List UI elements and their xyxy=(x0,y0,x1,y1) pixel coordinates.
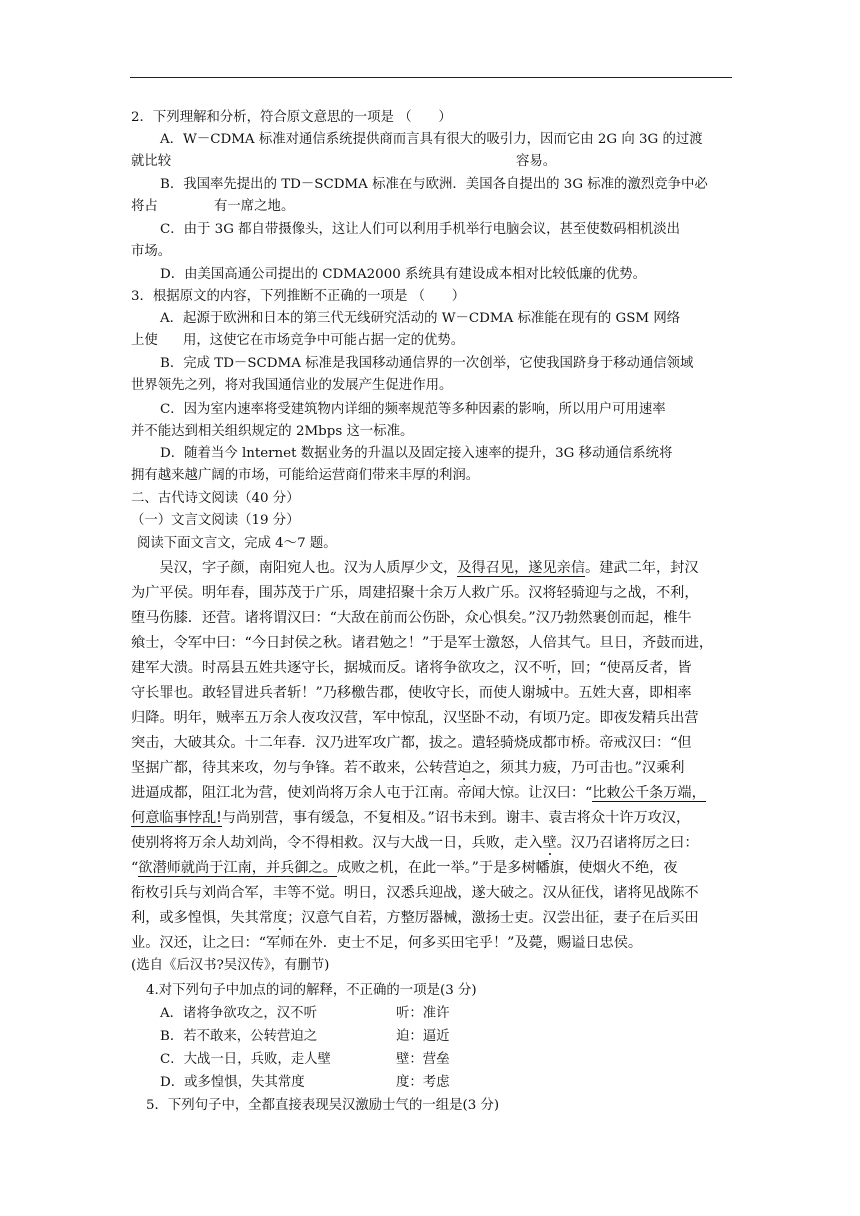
q3-option-d-line1: D．随着当今 lnternet 数据业务的升温以及固定接入速率的提升，3G 移动通信系统将 xyxy=(160,446,673,461)
passage-line-7: 归降。明年，贼率五万余人夜攻汉营，军中惊乱，汉坚卧不动，有顷乃定。即夜发精兵出营 xyxy=(131,710,699,726)
passage-line-14: 衔枚引兵与刘尚合军，丰等不觉。明日，汉悉兵迎战，遂大破之。汉从征伐，诸将见战陈不 xyxy=(131,885,699,901)
q4-option-c-explain: 壁：营垒 xyxy=(396,1052,450,1067)
q2-option-c-line2: 市场。 xyxy=(131,244,172,259)
q4-option-a: A．诸将争欲攻之，汉不听 xyxy=(160,1006,317,1021)
emphasis-dot-po: 迫 xyxy=(457,760,472,776)
q4-option-a-explain: 听：准许 xyxy=(396,1006,450,1021)
section-title: 二、古代诗文阅读（40 分） xyxy=(131,491,300,506)
passage-line-10: 进逼成都，阻江北为营，使刘尚将万余人屯于江南。帝闻大惊。让汉曰：“比敕公千条万端， xyxy=(131,785,706,801)
q2-option-a-line2b: 容易。 xyxy=(516,154,557,169)
passage-source: (选自《后汉书?吴汉传》，有删节) xyxy=(131,958,330,973)
underlined-sentence-1: 及得召见，遂见亲信 xyxy=(457,560,586,576)
q4-option-c: C．大战一日，兵败，走人壁 xyxy=(160,1052,331,1067)
q2-option-a-line2a: 就比较 xyxy=(131,154,172,169)
q3-option-c-line1: C．因为室内速率将受建筑物内详细的频率规范等多种因素的影响，所以用户可用速率 xyxy=(160,402,666,417)
instruction: 阅读下面文言文，完成 4～7 题。 xyxy=(137,536,337,551)
q4-option-b-explain: 迫：逼近 xyxy=(396,1029,450,1044)
question-3-stem: 3．根据原文的内容，下列推断不正确的一项是 （ ） xyxy=(131,289,466,304)
passage-line-8: 突击，大破其众。十二年春．汉乃进军攻广都，拔之。遣轻骑烧成都市桥。帝戒汉曰：“但 xyxy=(131,735,692,751)
passage-line-6: 守长罪也。敢轻冒进兵者斩！”乃移檄告郡，使收守长，而使人谢城中。五姓大喜，即相率 xyxy=(131,685,692,701)
q2-option-b-line2a: 将占 xyxy=(131,199,158,214)
q3-option-d-line2: 拥有越来越广阔的市场，可能给运营商们带来丰厚的利润。 xyxy=(131,468,480,483)
passage-line-5: 建军大溃。时鬲县五姓共逐守长，据城而反。诸将争欲攻之，汉不听，回；“使鬲反者，皆 xyxy=(131,660,692,676)
underlined-sentence-2a: 比敕公千条万端， xyxy=(592,785,706,801)
question-2-stem: 2．下列理解和分析，符合原文意思的一项是 （ ） xyxy=(131,110,452,125)
passage-line-15: 利，或多惶惧，失其常度；汉意气自若，方整厉器械，激扬士吏。汉尝出征，妻子在后买田 xyxy=(131,910,699,926)
passage-line-9: 坚据广都，待其来攻，勿与争锋。若不敢来，公转营迫之，须其力疲，乃可击也。”汉乘利 xyxy=(131,760,685,776)
q4-option-d: D．或多惶惧，失其常度 xyxy=(160,1075,305,1090)
q3-option-b-line2: 世界领先之列，将对我国通信业的发展产生促进作用。 xyxy=(131,378,453,393)
q4-option-b: B．若不敢来，公转营迫之 xyxy=(160,1029,318,1044)
passage-line-2: 为广平侯。明年春，围苏茂于广乐，周建招聚十余万人救广乐。汉将轻骑迎与之战，不利， xyxy=(131,585,699,601)
q2-option-d-line1: D．由美国高通公司提出的 CDMA2000 系统具有建设成本相对比较低廉的优势。 xyxy=(160,267,647,282)
subsection-title: （一）文言文阅读（19 分） xyxy=(131,513,300,528)
question-5-stem: 5．下列句子中，全都直接表现吴汉激励士气的一组是(3 分) xyxy=(146,1098,500,1113)
passage-line-1: 吴汉，字子颜，南阳宛人也。汉为人质厚少文，及得召见，遂见亲信。建武二年，封汉 xyxy=(131,560,699,576)
underlined-sentence-2b: 何意临事悖乱! xyxy=(131,810,222,826)
q3-option-b-line1: B．完成 TD－SCDMA 标准是我国移动通信界的一次创举，它使我国跻身于移动通信领域 xyxy=(160,356,694,371)
passage-line-12: 使别将将万余人劫刘尚，令不得相救。汉与大战一日，兵败，走入壁。汉乃召诸将厉之曰： xyxy=(131,835,699,851)
passage-line-13: “欲潜师就尚于江南，并兵御之。成败之机，在此一举。”于是多树幡旗，使烟火不绝，夜 xyxy=(131,860,678,876)
header-rule xyxy=(130,77,732,78)
passage-line-3: 堕马伤膝．还营。诸将谓汉曰：“大敌在前而公伤卧，众心惧矣。”汉乃勃然裹创而起，椎牛 xyxy=(131,610,692,626)
emphasis-dot-ting: 听 xyxy=(542,660,557,676)
passage-line-4: 飨士，令军中曰：“今日封侯之秋。诸君勉之！”于是军士激怒，人倍其气。旦日，齐鼓而进， xyxy=(131,635,714,651)
q3-option-a-line2a: 上使 xyxy=(131,333,158,348)
passage-line-16: 业。汉还，让之曰：“军师在外．吏士不足，何多买田宅乎！”及薨，赐谥日忠侯。 xyxy=(131,935,643,951)
q3-option-a-line2b: 用，这使它在市场竞争中可能占据一定的优势。 xyxy=(183,333,465,348)
question-4-stem: 4.对下列句子中加点的词的解释，不正确的一项是(3 分) xyxy=(146,983,477,998)
emphasis-dot-bi: 壁 xyxy=(542,835,557,851)
q4-option-d-explain: 度：考虑 xyxy=(396,1075,450,1090)
q2-option-b-line2b: 有一席之地。 xyxy=(214,199,295,214)
q2-option-b-line1: B．我国率先提出的 TD－SCDMA 标准在与欧洲．美国各自提出的 3G 标准的激烈竞争中必 xyxy=(160,177,708,192)
q2-option-a-line1: A．W－CDMA 标准对通信系统提供商而言具有很大的吸引力，因而它由 2G 向 3G 的过渡 xyxy=(160,132,703,147)
q2-option-c-line1: C．由于 3G 都自带摄像头，这让人们可以利用手机举行电脑会议，甚至使数码相机淡出 xyxy=(160,222,681,237)
emphasis-dot-du: 度 xyxy=(272,910,288,926)
q3-option-a-line1: A．起源于欧洲和日本的第三代无线研究活动的 W－CDMA 标准能在现有的 GSM 网络 xyxy=(160,311,681,326)
q3-option-c-line2: 并不能达到相关组织规定的 2Mbps 这一标准。 xyxy=(131,424,414,439)
underlined-sentence-3: 欲潜师就尚于江南，并兵御之。 xyxy=(138,860,337,876)
passage-line-11: 何意临事悖乱!与尚别营，事有缓急，不复相及。”诏书未到。谢丰、袁吉将众十许万攻汉， xyxy=(131,810,691,826)
